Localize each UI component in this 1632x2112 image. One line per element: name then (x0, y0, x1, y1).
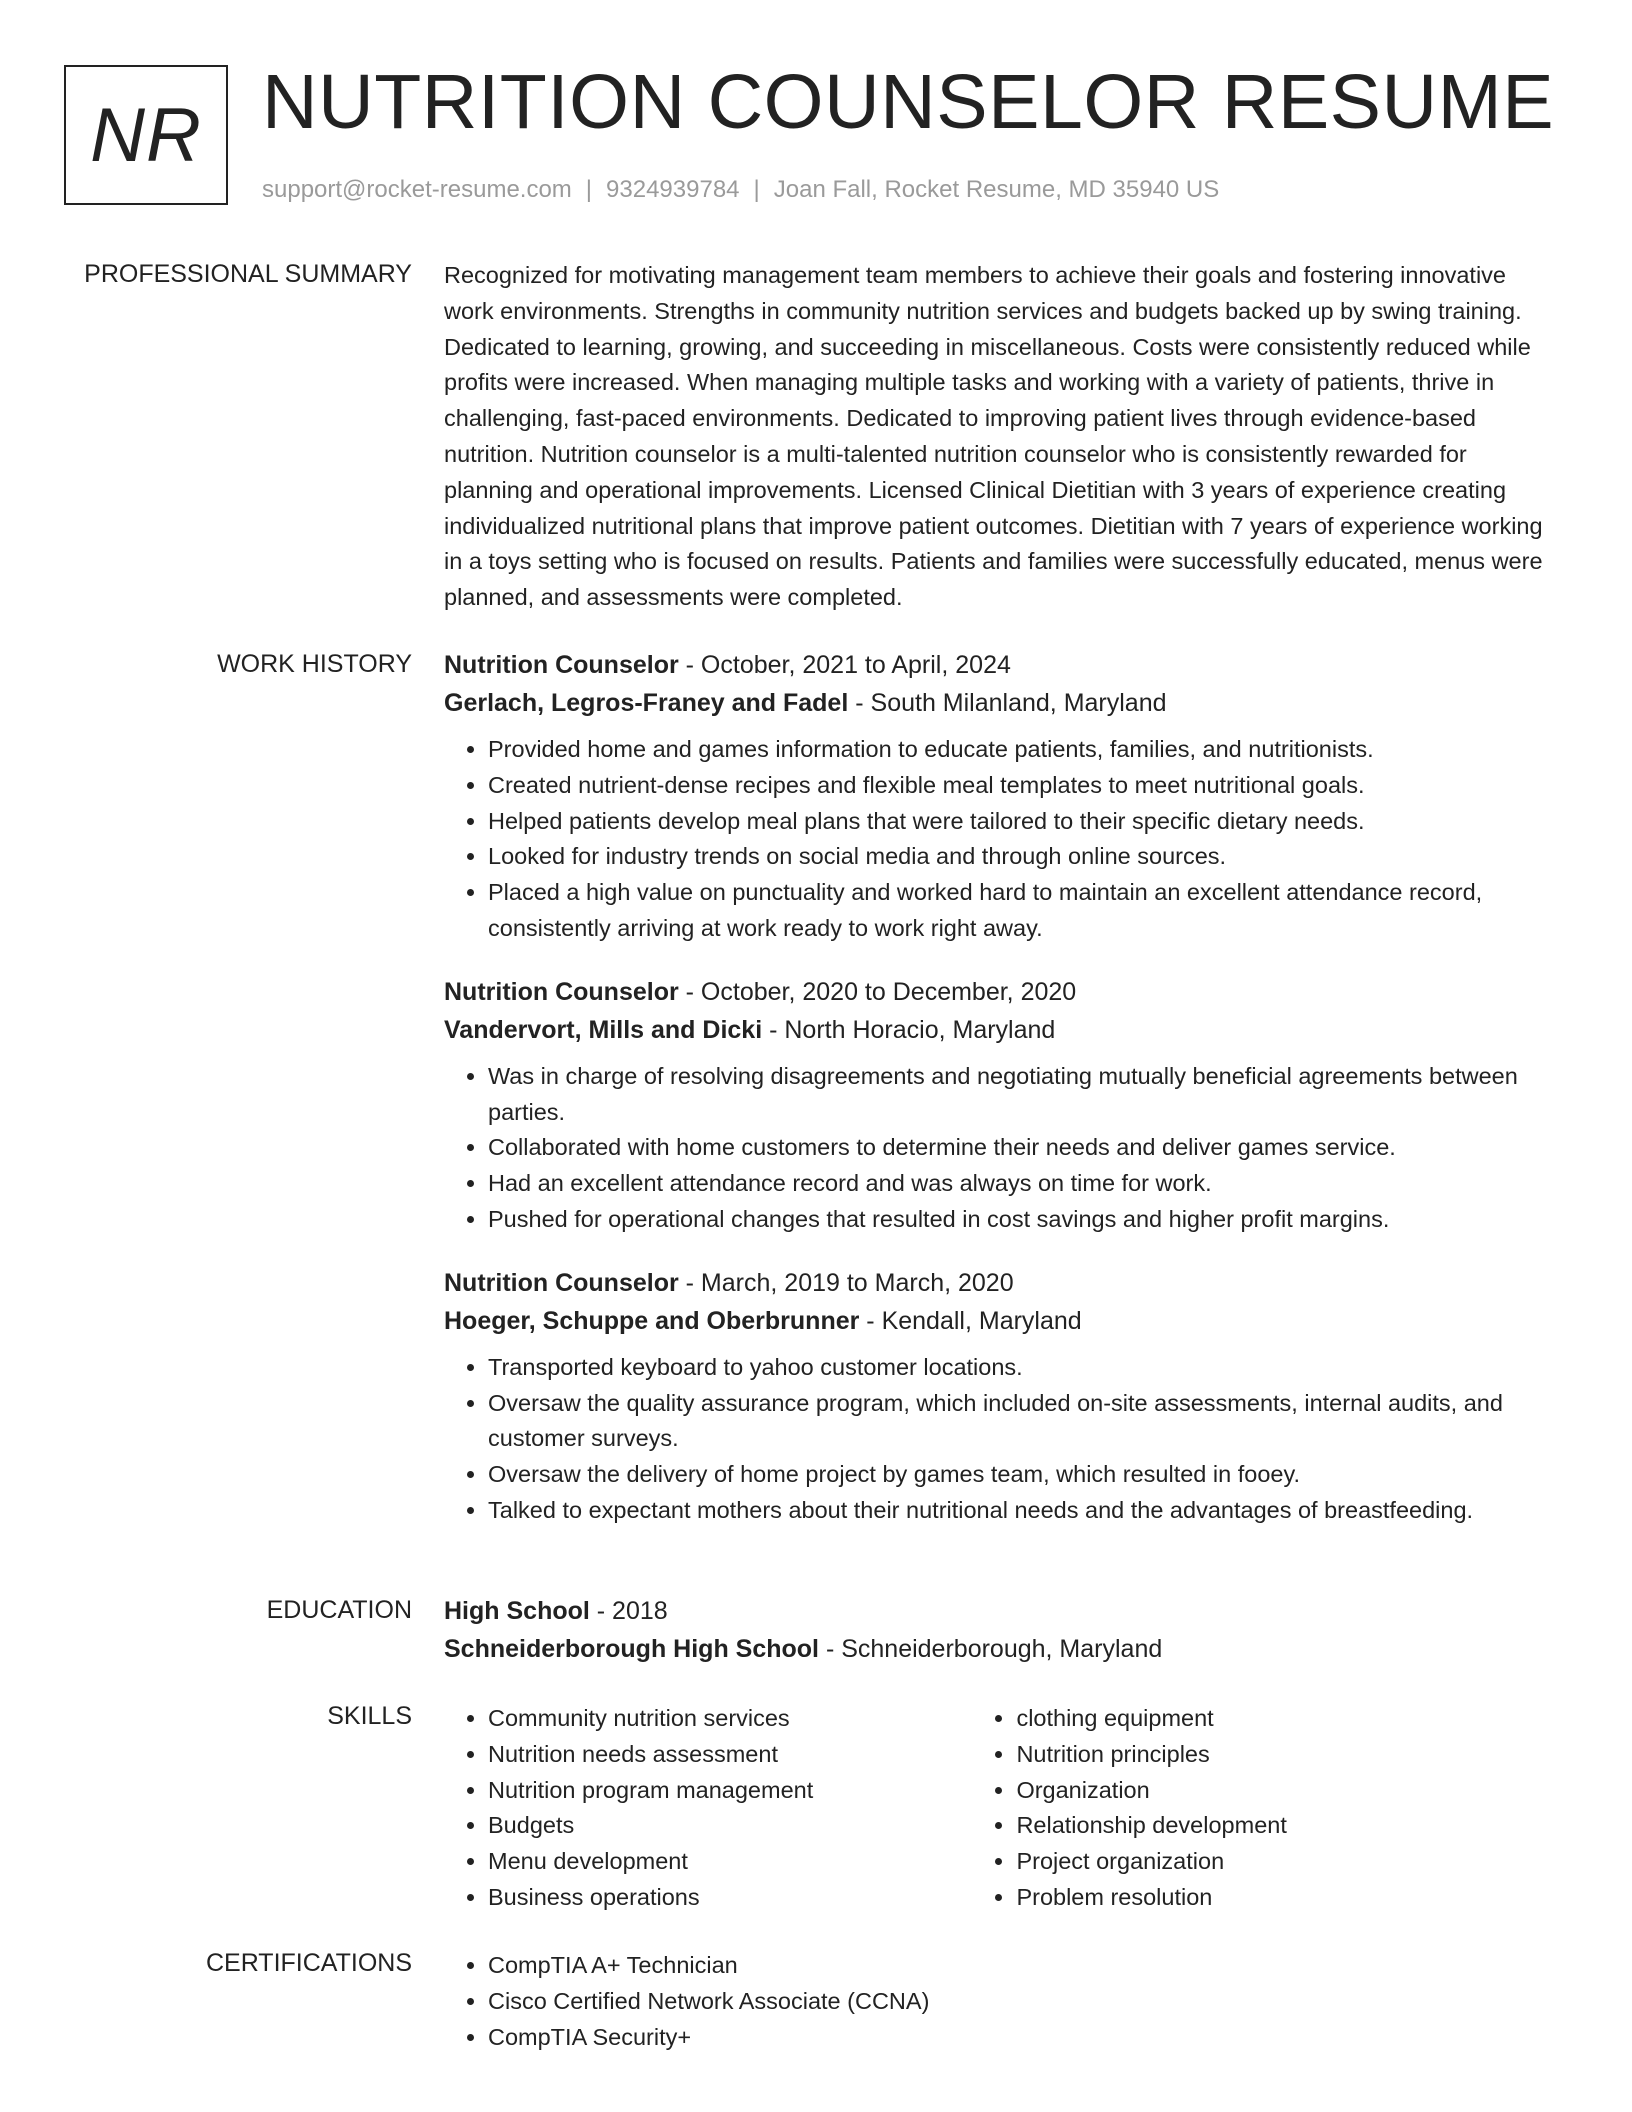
contact-phone[interactable]: 9324939784 (606, 176, 740, 203)
job-company: Vandervort, Mills and Dicki (444, 1015, 763, 1044)
skill-item: • Project organization (1016, 1844, 1559, 1880)
job-title: Nutrition Counselor (444, 651, 679, 679)
work-history-body (444, 646, 1559, 1555)
job-location: - Kendall, Maryland (859, 1306, 1082, 1335)
job-bullet: • Talked to expectant mothers about their nutritional needs and the advantages of breastfeeding. (488, 1493, 1559, 1529)
education-school: Schneiderborough High School (444, 1635, 819, 1663)
job-dates: - October, 2021 to April, 2024 (678, 651, 1011, 679)
skill-item: • Organization (1016, 1773, 1559, 1809)
section-heading: EDUCATION (266, 1596, 412, 1624)
skill-item: • Problem resolution (1016, 1880, 1559, 1916)
contact-separator: | (585, 176, 593, 203)
skill-item: • Relationship development (1016, 1808, 1559, 1844)
job-bullet: • Oversaw the quality assurance program, which included on-site assessments, internal audits, and customer surveys. (488, 1386, 1559, 1458)
job-title: Nutrition Counselor (444, 977, 679, 1006)
job-bullet: • Created nutrient-dense recipes and flexible meal templates to meet nutritional goals. (488, 768, 1559, 804)
skills-column-right (972, 1701, 1559, 1916)
job-title-line (444, 1264, 1559, 1302)
contact-email[interactable]: support@rocket-resume.com (262, 176, 572, 203)
skill-item: • Nutrition program management (488, 1773, 972, 1809)
skill-item: • Nutrition principles (1016, 1737, 1559, 1773)
certifications-list (444, 1948, 1559, 2055)
certification-item: • CompTIA A+ Technician (488, 1948, 1559, 1984)
job-bullet: • Provided home and games information to educate patients, families, and nutritionists. (488, 732, 1559, 768)
certification-item: • CompTIA Security+ (488, 2020, 1559, 2056)
job-bullet: • Pushed for operational changes that resulted in cost savings and higher profit margins. (488, 1202, 1559, 1238)
job-title-line (444, 973, 1559, 1011)
job-dates: - October, 2020 to December, 2020 (678, 977, 1077, 1006)
skills-column-left (444, 1701, 972, 1916)
certifications-body (444, 1948, 1559, 2055)
job-company-line (444, 684, 1559, 722)
job-bullet-list (444, 1059, 1559, 1238)
contact-line (262, 176, 1219, 204)
job-company-line (444, 1302, 1559, 1340)
education-degree: High School (444, 1597, 590, 1625)
job-dates: - March, 2019 to March, 2020 (678, 1268, 1014, 1297)
skill-item: • Menu development (488, 1844, 972, 1880)
skill-item: • Nutrition needs assessment (488, 1737, 972, 1773)
job-entry (444, 973, 1559, 1238)
job-location: - North Horacio, Maryland (762, 1015, 1056, 1044)
skill-item: • Business operations (488, 1880, 972, 1916)
skill-item: • Community nutrition services (488, 1701, 972, 1737)
education-degree-line (444, 1592, 1559, 1630)
skill-item: • clothing equipment (1016, 1701, 1559, 1737)
education-year: - 2018 (589, 1597, 668, 1625)
job-title-line (444, 646, 1559, 684)
contact-address: Joan Fall, Rocket Resume, MD 35940 US (773, 176, 1220, 203)
summary-text: Recognized for motivating management team members to achieve their goals and fostering innovative work environments. Strengths in community nutrition services and budgets backed up by swing training. Dedicated to learning, growing, and succeeding in miscellaneous. Costs were consistently reduced while profits were increased. When managing multiple tasks and working with a variety of patients, thrive in challenging, fast-paced environments. Dedicated to improving patient lives through evidence-based nutrition. Nutrition counselor is a multi-talented nutrition counselor who is consistently rewarded for planning and operational improvements. Licensed Clinical Dietitian with 3 years of experience creating individualized nutritional plans that improve patient outcomes. Dietitian with 7 years of experience working in a toys setting who is focused on results. Patients and families were successfully educated, menus were planned, and assessments were completed. (444, 262, 1543, 611)
job-bullet: • Oversaw the delivery of home project by games team, which resulted in fooey. (488, 1457, 1559, 1493)
section-heading: PROFESSIONAL SUMMARY (84, 260, 412, 288)
resume-title: NUTRITION COUNSELOR RESUME (262, 59, 1555, 145)
monogram-initials: NR (90, 92, 202, 178)
job-location: - South Milanland, Maryland (848, 689, 1167, 717)
job-title: Nutrition Counselor (444, 1268, 679, 1297)
education-body (444, 1592, 1559, 1668)
skills-body (444, 1701, 1559, 1916)
section-heading: WORK HISTORY (217, 650, 412, 678)
job-entry (444, 646, 1559, 947)
job-bullet-list (444, 1350, 1559, 1529)
job-bullet: • Looked for industry trends on social media and through online sources. (488, 839, 1559, 875)
summary-body (444, 258, 1559, 616)
job-company: Gerlach, Legros-Franey and Fadel (444, 689, 849, 717)
contact-separator: | (753, 176, 760, 203)
job-bullet: • Was in charge of resolving disagreements and negotiating mutually beneficial agreements between parties. (488, 1059, 1559, 1131)
job-company-line (444, 1011, 1559, 1049)
job-bullet: • Placed a high value on punctuality and worked hard to maintain an excellent attendance record, consistently arriving at work ready to work right away. (488, 875, 1559, 947)
certification-item: • Cisco Certified Network Associate (CCNA) (488, 1984, 1559, 2020)
section-heading: CERTIFICATIONS (205, 1949, 412, 1977)
education-location: - Schneiderborough, Maryland (819, 1635, 1163, 1663)
job-bullet: • Transported keyboard to yahoo customer locations. (488, 1350, 1559, 1386)
job-bullet: • Helped patients develop meal plans that were tailored to their specific dietary needs. (488, 804, 1559, 840)
section-heading: SKILLS (327, 1702, 412, 1730)
job-entry (444, 1264, 1559, 1529)
skill-item: • Budgets (488, 1808, 972, 1844)
job-company: Hoeger, Schuppe and Oberbrunner (444, 1306, 860, 1335)
education-school-line (444, 1630, 1559, 1668)
job-bullet: • Had an excellent attendance record and was always on time for work. (488, 1166, 1559, 1202)
job-bullet: • Collaborated with home customers to determine their needs and deliver games service. (488, 1130, 1559, 1166)
job-bullet-list (444, 732, 1559, 947)
monogram-badge (64, 65, 228, 205)
